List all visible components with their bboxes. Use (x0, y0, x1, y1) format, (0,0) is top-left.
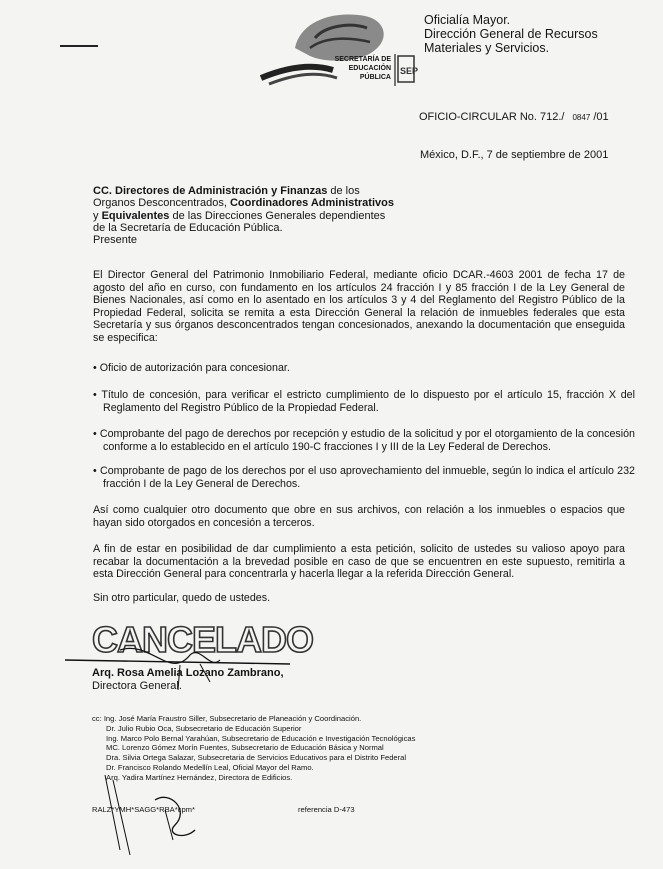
addressee-block: CC. Directores de Administración y Finanzas de los Organos Desconcentrados, Coordinadores Administrativos y Equivalentes de las Direcciones Generales dependientes de la Secretaría de Educación Pública. Presente (93, 185, 394, 247)
list-item: • Comprobante del pago de derechos por recepción y estudio de la solicitud y por el otorgamiento de la concesión conforme a lo establecido en el artículo 190-C fracciones I y III de la Ley Federal de Derechos. (93, 428, 635, 453)
sep-mark: SEP (400, 66, 419, 76)
initials-line: RALZ*YMH*SAGG*RBA*cpm* (92, 805, 195, 814)
cancelado-stamp: CANCELADO (92, 619, 313, 660)
signer-block (92, 667, 284, 693)
list-item: Dr. Francisco Rolando Medellín Leal, Oficial Mayor del Ramo. (106, 762, 314, 772)
list-item: MC. Lorenzo Gómez Morín Fuentes, Subsecretario de Educación Básica y Normal (106, 743, 384, 753)
margin-dash-mark (60, 45, 98, 47)
list-item: • Oficio de autorización para concesionar. (93, 362, 290, 374)
closing-line: Sin otro particular, quedo de ustedes. (93, 592, 271, 604)
signer-title: Directora General. (92, 680, 182, 692)
list-item: • Comprobante de pago de los derechos por el uso aprovechamiento del inmueble, según lo indica el artículo 232 fracción I de la Ley General de Derechos. (93, 465, 635, 490)
signer-name: Arq. Rosa Amelia Lozano Zambrano, (92, 667, 284, 679)
document-date: México, D.F., 7 de septiembre de 2001 (420, 149, 609, 161)
list-item: Dr. Julio Rubio Oca, Subsecretario de Educación Superior (106, 723, 302, 733)
intro-paragraph: El Director General del Patrimonio Inmobiliario Federal, mediante oficio DCAR.-4603 2001 de fecha 17 de agosto del año en curso, con fundamento en los artículos 24 fracción I y 85 fracción I de la Ley General de Bienes Nacionales, así como en lo asentado en los artículos 3 y 4 del Reglamento del Registro Público de la Propiedad Federal, solicita se remita a esta Dirección General la relación de inmuebles federales que esta Secretaría y sus órganos desconcentrados tengan concesionados, anexando la documentación que enseguida se especifica: (93, 269, 625, 344)
logo-swoosh-inner (269, 74, 337, 84)
list-item: Arq. Yadira Martínez Hernández, Directora de Edificios. (106, 772, 293, 782)
referencia-line: referencia D-473 (298, 805, 355, 814)
sep-wordmark: SECRETARÍA DE EDUCACIÓN PÚBLICA (334, 56, 391, 81)
oficio-number: OFICIO-CIRCULAR No. 712./ 0847 /01 (419, 111, 609, 123)
oficio-sequence: 0847 (572, 113, 591, 122)
office-header: Oficialía Mayor. Dirección General de Recursos Materiales y Servicios. (424, 13, 598, 55)
archives-paragraph: Así como cualquier otro documento que obre en sus archivos, con relación a los inmuebles o espacios que hayan sido otorgados en concesión a terceros. (93, 504, 625, 529)
handwritten-initials (95, 770, 215, 860)
request-paragraph: A fin de estar en posibilidad de dar cumplimiento a esta petición, solicito de ustedes su valioso apoyo para recabar la documentación a la brevedad posible en caso de que se encuentren en este supuesto, remitirla a esta Dirección General para concentrarla y hacerla llegar a la referida Dirección General. (93, 543, 625, 581)
list-item: Dra. Silvia Ortega Salazar, Subsecretaria de Servicios Educativos para el Distrito Federal (106, 753, 407, 763)
list-item: cc: Ing. José María Fraustro Siller, Subsecretario de Planeación y Coordinación. (92, 714, 362, 723)
list-item: • Título de concesión, para verificar el estricto cumplimiento de lo dispuesto por el artículo 15, fracción X del Reglamento del Registro Público de la Propiedad Federal. (93, 389, 635, 414)
list-item: Ing. Marco Polo Bernal Yarahúan, Subsecretario de Educación e Investigación Tecnológicas (106, 733, 416, 743)
